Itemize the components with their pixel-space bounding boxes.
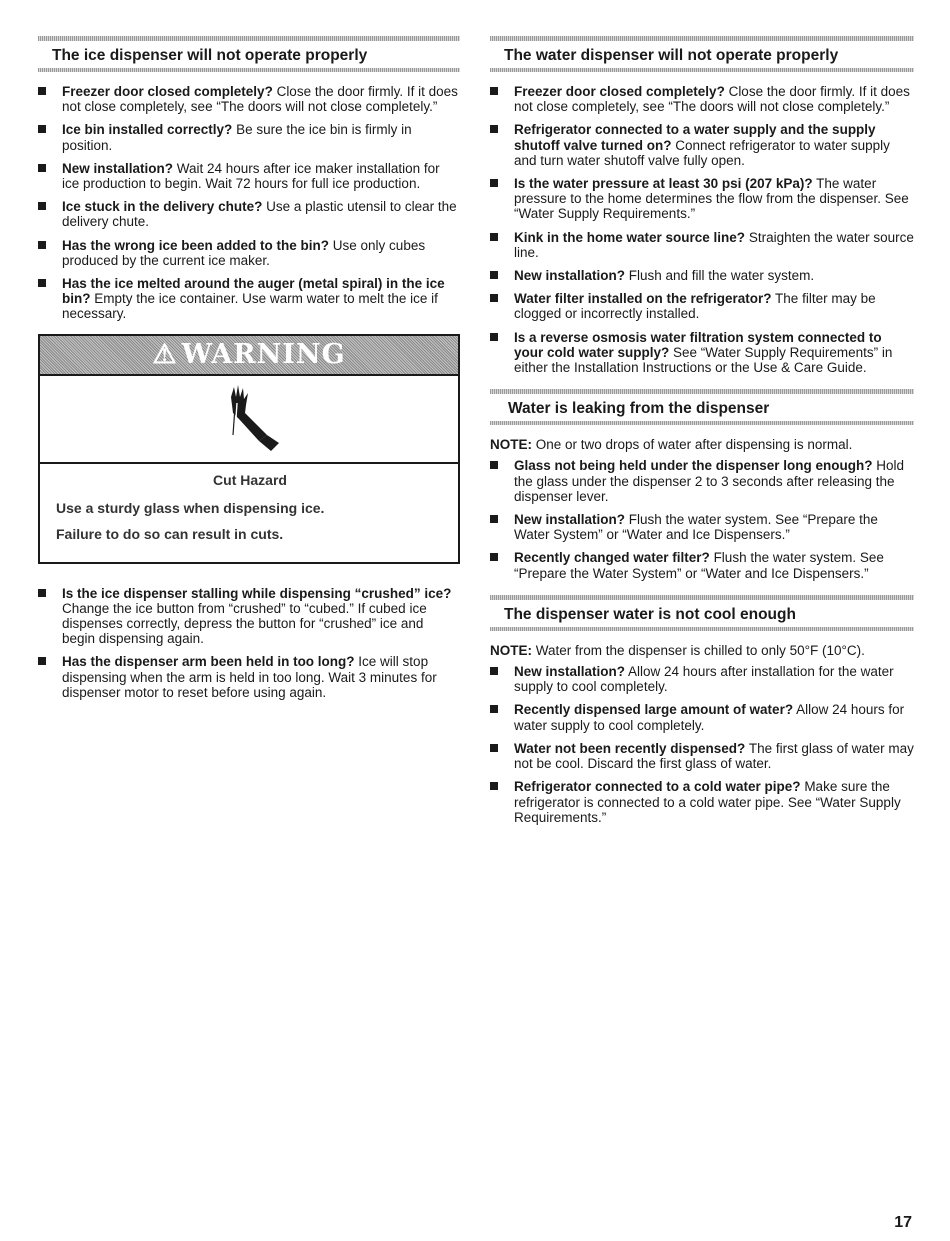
left-column (38, 36, 460, 708)
list-item (38, 276, 460, 322)
note-label: NOTE: (490, 642, 532, 658)
leak-section-title: Water is leaking from the dispenser (508, 400, 770, 418)
bullet-icon (490, 271, 498, 279)
list-item (490, 779, 914, 825)
list-item (490, 176, 914, 222)
question: Recently dispensed large amount of water? (514, 702, 794, 718)
bullet-icon (38, 164, 46, 172)
question: New installation? (514, 664, 626, 680)
warning-box (38, 334, 460, 564)
warning-consequence: Failure to do so can result in cuts. (56, 525, 284, 542)
question: Freezer door closed completely? (514, 84, 725, 99)
bullet-icon (490, 87, 498, 95)
question: Has the wrong ice been added to the bin? (62, 237, 330, 253)
bullet-icon (490, 553, 498, 561)
page-number: 17 (894, 1214, 912, 1231)
bullet-icon (490, 333, 498, 341)
ice-section-header (38, 36, 460, 72)
note-label: NOTE: (490, 437, 532, 453)
warning-triangle-icon: ⚠ (152, 339, 178, 371)
answer: Close the door firmly. If it does not close completely, see “The doors will not close completely.” (514, 84, 910, 115)
leak-note (490, 437, 914, 452)
bullet-icon (490, 515, 498, 523)
header-bar (38, 68, 460, 72)
list-item (490, 230, 914, 260)
question: New installation? (514, 512, 626, 528)
question: Glass not being held under the dispenser long enough? (514, 458, 873, 474)
hazard-label: Cut Hazard (213, 471, 287, 488)
bullet-icon (490, 179, 498, 187)
answer: Flush the water system. See “Prepare the Water System” or “Water and Ice Dispensers.” (514, 512, 878, 543)
answer: Change the ice button from “crushed” to “cubed.” If cubed ice dispenses correctly, depress the button for “crushed” ice and begin dispensing again. (62, 600, 427, 647)
bullet-icon (38, 589, 46, 597)
header-bar (490, 68, 914, 72)
question: Has the ice melted around the auger (metal spiral) in the ice bin? (62, 276, 445, 307)
answer: Be sure the ice bin is firmly in position. (62, 122, 412, 153)
answer: The filter may be clogged or incorrectly installed. (514, 291, 876, 322)
question: Water filter installed on the refrigerator? (514, 291, 772, 307)
bullet-icon (38, 241, 46, 249)
question: Water not been recently dispensed? (514, 740, 746, 756)
question: Freezer door closed completely? (62, 84, 273, 99)
answer: Flush and fill the water system. (625, 268, 815, 284)
bullet-icon (38, 657, 46, 665)
leak-problem-list (490, 458, 914, 580)
water-problem-list (490, 84, 914, 375)
list-item (490, 664, 914, 694)
answer: Use a plastic utensil to clear the delivery chute. (62, 199, 457, 230)
cool-problem-list (490, 664, 914, 825)
list-item (38, 654, 460, 700)
bullet-icon (490, 782, 498, 790)
bullet-icon (490, 125, 498, 133)
note-text: One or two drops of water after dispensing is normal. (532, 437, 853, 453)
list-item (490, 702, 914, 732)
question: Has the dispenser arm been held in too long? (62, 654, 355, 670)
list-item (490, 512, 914, 542)
list-item (490, 330, 914, 376)
bullet-icon (38, 202, 46, 210)
ice-problem-list (38, 84, 460, 322)
answer: Wait 24 hours after ice maker installation for ice production to begin. Wait 72 hours for full ice production. (62, 160, 440, 192)
bullet-icon (490, 233, 498, 241)
list-item (490, 741, 914, 771)
answer: Allow 24 hours for water supply to cool completely. (514, 702, 905, 733)
cool-section-header (490, 595, 914, 631)
warning-instruction: Use a sturdy glass when dispensing ice. (56, 499, 325, 516)
list-item (38, 161, 460, 191)
water-section-header (490, 36, 914, 72)
bullet-icon (490, 461, 498, 469)
cool-section-title: The dispenser water is not cool enough (504, 605, 796, 623)
question: Ice stuck in the delivery chute? (62, 199, 263, 215)
question: Ice bin installed correctly? (62, 122, 233, 138)
note-text: Water from the dispenser is chilled to only 50°F (10°C). (532, 642, 865, 658)
right-column (490, 36, 914, 833)
answer: The first glass of water may not be cool. Discard the first glass of water. (514, 740, 914, 772)
warning-body (40, 464, 458, 562)
answer: Connect refrigerator to water supply and turn water shutoff valve fully open. (514, 137, 890, 168)
list-item (38, 84, 460, 114)
question: Refrigerator connected to a water supply and the supply shutoff valve turned on? (514, 122, 876, 153)
answer: Close the door firmly. If it does not close completely, see “The doors will not close completely.” (62, 84, 458, 115)
question: Kink in the home water source line? (514, 229, 746, 245)
answer: Ice will stop dispensing when the arm is held in too long. Wait 3 minutes for dispenser motor to reset before using again. (62, 654, 437, 700)
question: Is the water pressure at least 30 psi (207 kPa)? (514, 176, 813, 192)
answer: Empty the ice container. Use warm water to melt the ice if necessary. (62, 291, 438, 322)
bullet-icon (38, 125, 46, 133)
header-bar (490, 627, 914, 631)
question: Is a reverse osmosis water filtration system connected to your cold water supply? (514, 329, 882, 360)
ice-section-title: The ice dispenser will not operate properly (52, 47, 368, 64)
warning-header (40, 336, 458, 376)
question: New installation? (514, 268, 626, 284)
list-item (490, 122, 914, 168)
list-item (490, 268, 914, 283)
leak-section-header (490, 389, 914, 425)
answer: See “Water Supply Requirements” in either the Installation Instructions or the Use & Care Guide. (514, 344, 893, 376)
question: Refrigerator connected to a cold water pipe? (514, 779, 801, 795)
bullet-icon (490, 667, 498, 675)
list-item (38, 122, 460, 152)
answer: Straighten the water source line. (514, 229, 914, 260)
bullet-icon (38, 279, 46, 287)
question: Recently changed water filter? (514, 550, 710, 566)
list-item (38, 238, 460, 268)
answer: Make sure the refrigerator is connected to a cold water pipe. See “Water Supply Requirements.” (514, 779, 901, 825)
cut-hand-icon (209, 383, 289, 455)
warning-heading: WARNING (181, 339, 346, 371)
bullet-icon (38, 87, 46, 95)
answer: Use only cubes produced by the current ice maker. (62, 237, 426, 268)
answer: Flush the water system. See “Prepare the Water System” or “Water and Ice Dispensers.” (514, 550, 884, 581)
list-item (38, 199, 460, 229)
list-item (38, 586, 460, 647)
list-item (490, 291, 914, 321)
header-bar (490, 421, 914, 425)
question: Is the ice dispenser stalling while dispensing “crushed” ice? (62, 585, 452, 601)
answer: Hold the glass under the dispenser 2 to 3 seconds after releasing the dispenser lever. (514, 458, 905, 504)
list-item (490, 84, 914, 114)
bullet-icon (490, 705, 498, 713)
list-item (490, 550, 914, 580)
answer: The water pressure to the home determines the flow from the dispenser. See “Water Supply Requirements.” (514, 176, 909, 222)
water-section-title: The water dispenser will not operate properly (504, 47, 839, 64)
list-item (490, 458, 914, 504)
answer: Allow 24 hours after installation for the water supply to cool completely. (514, 664, 894, 695)
question: New installation? (62, 160, 174, 176)
warning-pictogram (40, 376, 458, 464)
bullet-icon (490, 744, 498, 752)
ice-problem-list-continued (38, 586, 460, 700)
bullet-icon (490, 294, 498, 302)
cool-note (490, 643, 914, 658)
